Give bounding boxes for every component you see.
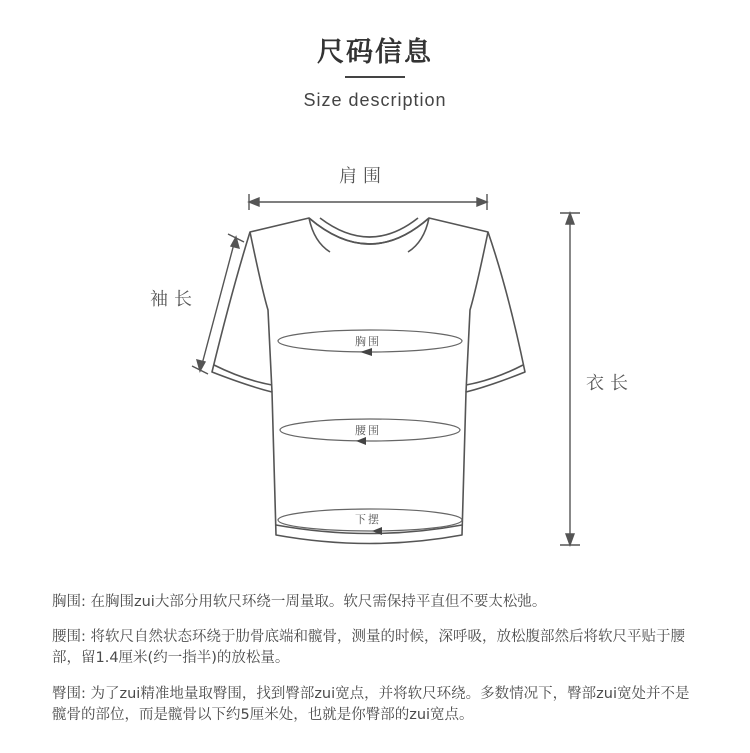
chest-note-text: 胸围: 在胸围zui大部分用软尺环绕一周量取。软尺需保持平直但不要太松弛。 (52, 594, 547, 610)
tshirt-size-diagram (0, 140, 750, 560)
waist-note-text: 腰围: 将软尺自然状态环绕于肋骨底端和髋骨，测量的时候，深呼吸，放松腹部然后将软尺平贴于腰部，留1.4厘米(约一指半)的放松量。 (52, 629, 685, 666)
shoulder-label: 肩围 (339, 166, 387, 187)
left-sleeve-seam (250, 232, 272, 392)
hem-label: 下摆 (355, 513, 381, 526)
length-label: 衣长 (586, 373, 634, 394)
bottom-hem (276, 525, 462, 534)
hip-note-text: 臀围: 为了zui精准地量取臀围，找到臀部zui宽点，并将软尺环绕。多数情况下，臀部zui宽处并不是髋骨的部位，而是髋骨以下约5厘米处，也就是你臀部的zui宽点。 (52, 686, 690, 723)
shoulder-arrow-left-icon (249, 198, 259, 206)
title-divider (345, 76, 405, 78)
right-sleeve-seam (466, 232, 488, 392)
hip-note (52, 684, 702, 726)
left-sleeve-hem (214, 365, 272, 385)
chest-note (52, 592, 702, 613)
sleeve-label: 袖长 (150, 289, 198, 310)
right-sleeve-hem (466, 365, 523, 385)
shoulder-arrow-right-icon (477, 198, 487, 206)
waist-arrow-icon (356, 437, 366, 445)
page-title: 尺码信息 (317, 37, 433, 68)
collar-outer (309, 218, 429, 244)
tshirt-outline (212, 218, 525, 544)
chest-label: 胸围 (355, 335, 381, 348)
waist-label: 腰围 (355, 424, 381, 437)
waist-note (52, 627, 702, 669)
collar-inner (320, 218, 418, 237)
length-arrow-top-icon (566, 213, 574, 224)
length-arrow-bottom-icon (566, 534, 574, 545)
chest-arrow-icon (360, 348, 372, 356)
page-subtitle: Size description (303, 90, 447, 110)
